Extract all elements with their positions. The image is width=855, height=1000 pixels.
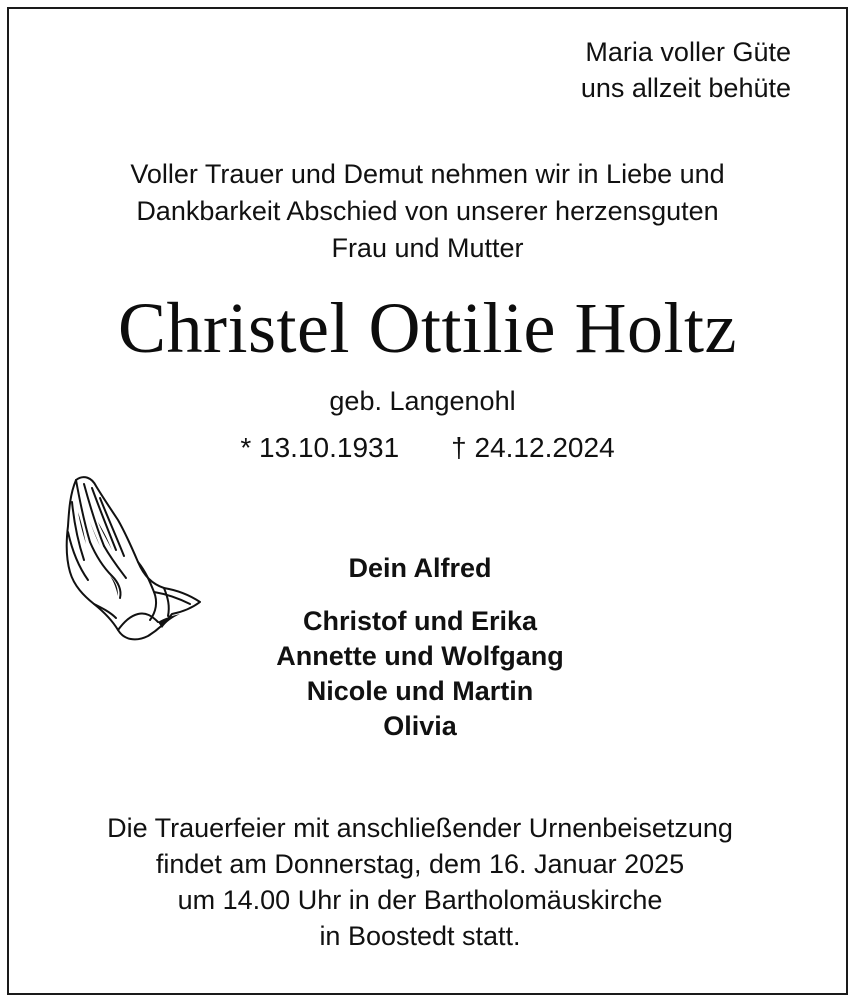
intro-text bbox=[0, 156, 855, 267]
birth-date: * 13.10.1931 bbox=[240, 432, 400, 463]
ceremony-details bbox=[0, 810, 840, 954]
signer-family-3: Nicole und Martin bbox=[306, 676, 534, 706]
maiden-name: geb. Langenohl bbox=[329, 386, 516, 416]
ceremony-line-1: Die Trauerfeier mit anschließender Urnenbeisetzung bbox=[107, 813, 733, 843]
signer-family-4: Olivia bbox=[383, 711, 457, 741]
deceased-name: Christel Ottilie Holtz bbox=[118, 288, 737, 368]
ceremony-line-3: um 14.00 Uhr in der Bartholomäuskirche bbox=[177, 885, 663, 915]
life-dates bbox=[0, 428, 855, 468]
intro-line-1: Voller Trauer und Demut nehmen wir in Liebe und bbox=[130, 159, 725, 189]
signer-spouse: Dein Alfred bbox=[348, 553, 492, 583]
ceremony-line-4: in Boostedt statt. bbox=[319, 921, 521, 951]
motto bbox=[581, 34, 791, 106]
signer-family-1: Christof und Erika bbox=[302, 606, 538, 636]
family-signatures bbox=[0, 604, 840, 744]
signer-family-2: Annette und Wolfgang bbox=[276, 641, 564, 671]
intro-line-2: Dankbarkeit Abschied von unserer herzensguten bbox=[136, 196, 719, 226]
intro-line-3: Frau und Mutter bbox=[331, 233, 524, 263]
motto-line-2: uns allzeit behüte bbox=[580, 73, 791, 103]
ceremony-line-2: findet am Donnerstag, dem 16. Januar 2025 bbox=[155, 849, 685, 879]
motto-line-1: Maria voller Güte bbox=[585, 37, 791, 67]
spouse-signature bbox=[0, 551, 840, 586]
death-date: † 24.12.2024 bbox=[451, 432, 615, 463]
